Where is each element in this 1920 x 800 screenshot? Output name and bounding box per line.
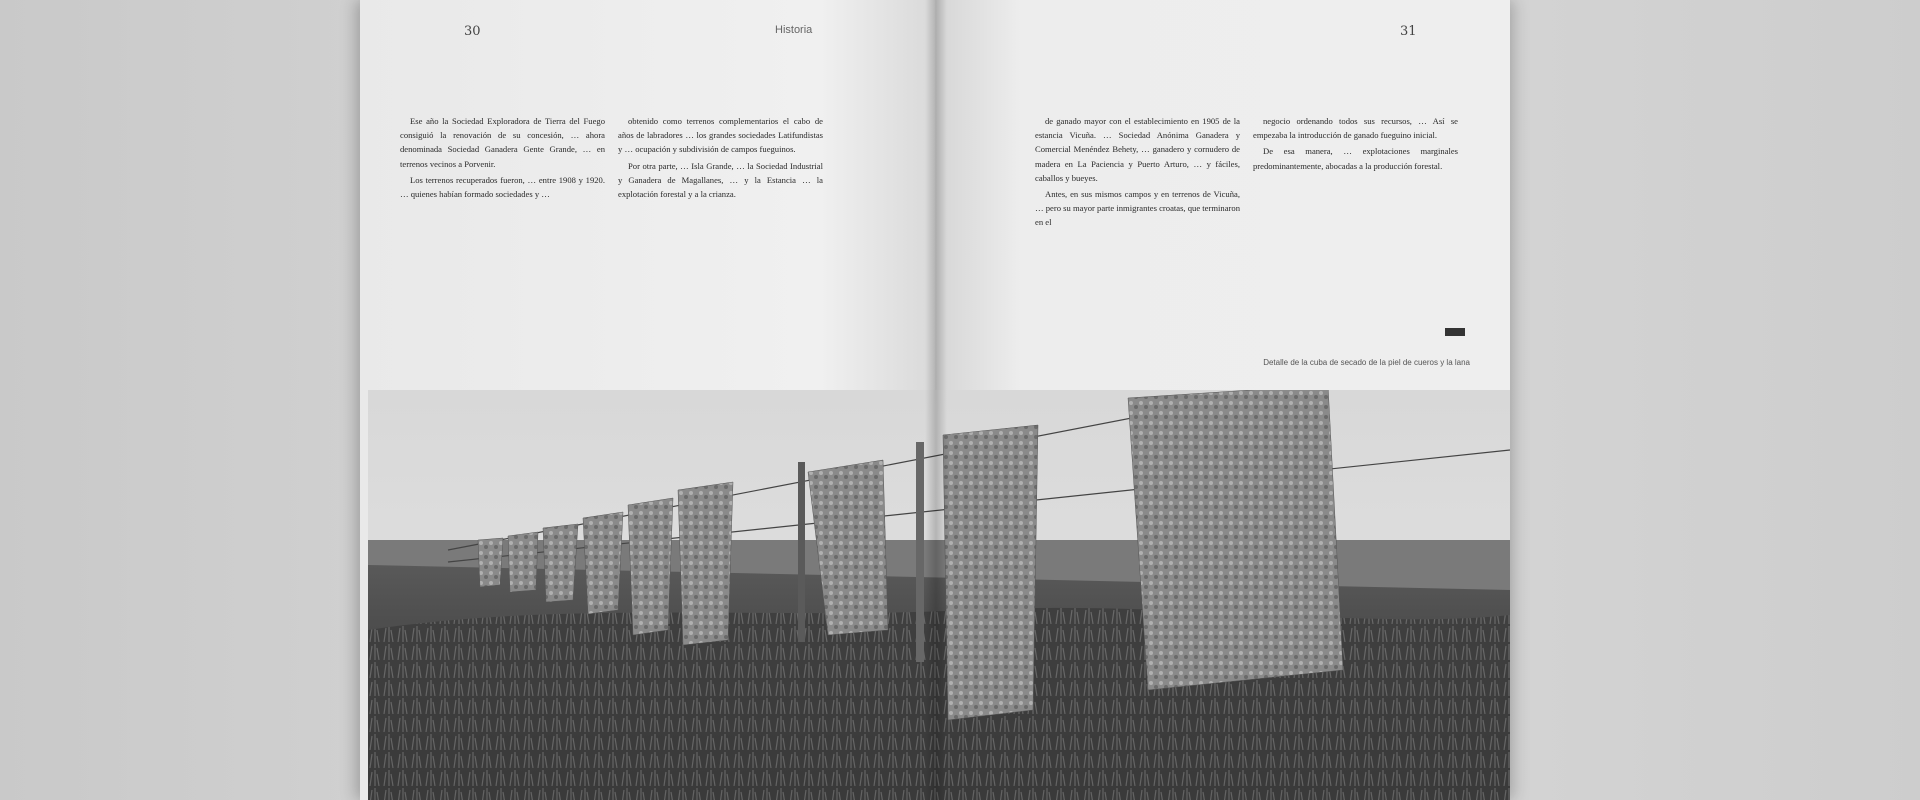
paragraph: Antes, en sus mismos campos y en terrenos de Vicuña, … pero su mayor parte inmigrantes croatas, que terminaron en el	[1035, 189, 1240, 228]
open-book	[360, 0, 1510, 800]
right-page-number: 31	[1400, 24, 1417, 39]
paragraph: obtenido como terrenos complementarios el cabo de años de labradores … los grandes sociedades Latifundistas y … ocupación y subdivisión de campos fueguinos.	[618, 116, 823, 155]
paragraph: De esa manera, … explotaciones marginales predominantemente, abocadas a la producción forestal.	[1253, 146, 1458, 171]
end-of-text-mark	[1445, 328, 1465, 336]
paragraph: negocio ordenando todos sus recursos, … Así se empezaba la introducción de ganado fueguino inicial.	[1253, 116, 1458, 141]
paragraph: Ese año la Sociedad Exploradora de Tierra del Fuego consiguió la renovación de su concesión, … ahora denominada Sociedad Ganadera Gente Grande, … en terrenos vecinos a Porvenir.	[400, 116, 605, 169]
running-head: Historia	[775, 24, 813, 36]
paragraph: Por otra parte, … Isla Grande, … la Sociedad Industrial y Ganadera de Magallanes, … y la Estancia … la explotación forestal y a la crianza.	[618, 160, 823, 200]
spread-photograph	[368, 390, 1510, 800]
left-page-column-2	[618, 114, 823, 382]
right-page-column-1	[1035, 114, 1240, 336]
left-page-number: 30	[464, 24, 481, 39]
photo-caption: Detalle de la cuba de secado de la piel de cueros y la lana	[1263, 358, 1470, 367]
paragraph: de ganado mayor con el establecimiento en 1905 de la estancia Vicuña. … Sociedad Anónima Ganadera y Comercial Menéndez Behety, … ganadero y cornudero de madera en La Paciencia y Puerto Arturo, … y fáciles, caballos y bueyes.	[1035, 116, 1240, 183]
left-page-column-1	[400, 114, 605, 382]
paragraph: Los terrenos recuperados fueron, … entre 1908 y 1920. … quienes habían formado sociedades y …	[400, 174, 605, 200]
right-page-column-2	[1253, 114, 1458, 324]
